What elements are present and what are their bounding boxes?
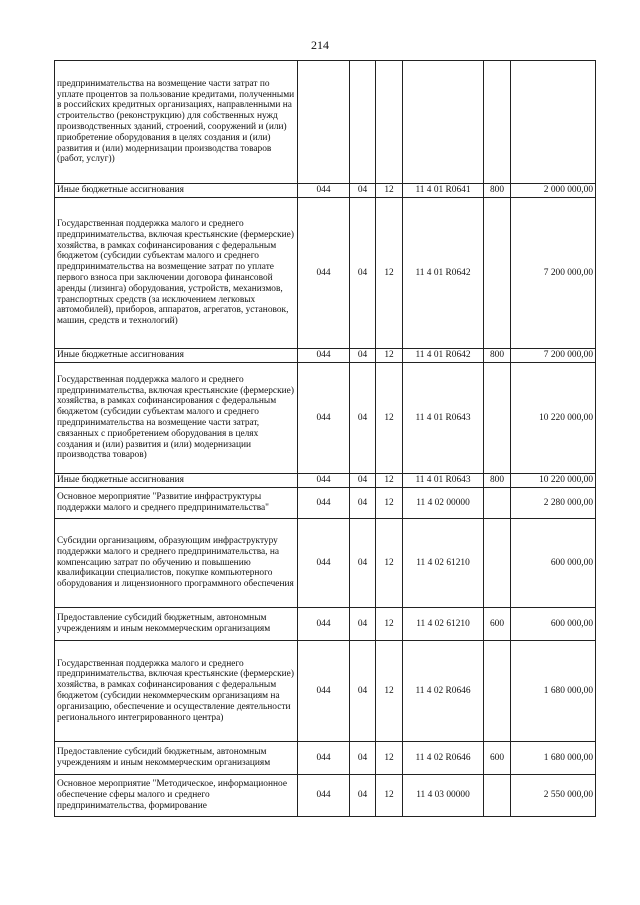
amount-value: 600 000,00 [511, 519, 596, 608]
section-code: 04 [350, 349, 376, 363]
amount-value: 10 220 000,00 [511, 363, 596, 474]
table-row [55, 349, 596, 363]
amount-value: 10 220 000,00 [511, 474, 596, 488]
target-article-code: 11 4 02 R0646 [403, 742, 484, 775]
expense-type-code: 600 [484, 608, 511, 641]
expense-type-code [484, 61, 511, 184]
ministry-code: 044 [298, 198, 350, 349]
subsection-code: 12 [376, 519, 403, 608]
row-name: Иные бюджетные ассигнования [55, 349, 298, 363]
amount-value: 2 280 000,00 [511, 488, 596, 519]
target-article-code: 11 4 02 R0646 [403, 641, 484, 742]
expense-type-code: 800 [484, 184, 511, 198]
subsection-code: 12 [376, 742, 403, 775]
row-name: Иные бюджетные ассигнования [55, 184, 298, 198]
ministry-code: 044 [298, 184, 350, 198]
page-number: 214 [311, 38, 329, 52]
target-article-code: 11 4 01 R0641 [403, 184, 484, 198]
expense-type-code [484, 488, 511, 519]
row-name: Государственная поддержка малого и среднего предпринимательства, включая крестьянские (фермерские) хозяйства, в рамках софинансирования с федеральным бюджетом (субсидии субъектам малого и среднего предпринимательства на возмещение затрат по уплате первого взноса при заключении договора финансовой аренды (лизинга) оборудования, устройств, механизмов, транспортных средств (за исключением легковых автомобилей), приборов, аппаратов, агрегатов, установок, машин, средств и технологий) [55, 198, 298, 349]
target-article-code: 11 4 01 R0642 [403, 198, 484, 349]
table-body [55, 61, 596, 817]
target-article-code: 11 4 02 61210 [403, 519, 484, 608]
amount-value [511, 61, 596, 184]
target-article-code: 11 4 02 61210 [403, 608, 484, 641]
subsection-code [376, 61, 403, 184]
section-code: 04 [350, 519, 376, 608]
table-row [55, 775, 596, 817]
ministry-code: 044 [298, 363, 350, 474]
expense-type-code [484, 775, 511, 817]
section-code: 04 [350, 608, 376, 641]
expense-type-code: 800 [484, 349, 511, 363]
expense-type-code: 800 [484, 474, 511, 488]
amount-value: 7 200 000,00 [511, 198, 596, 349]
table-row [55, 61, 596, 184]
target-article-code: 11 4 01 R0643 [403, 474, 484, 488]
table-row [55, 474, 596, 488]
amount-value: 1 680 000,00 [511, 742, 596, 775]
amount-value: 2 000 000,00 [511, 184, 596, 198]
row-name: Основное мероприятие "Развитие инфраструктуры поддержки малого и среднего предпринимательства" [55, 488, 298, 519]
row-name: Основное мероприятие "Методическое, информационное обеспечение сферы малого и среднего предпринимательства, формирование [55, 775, 298, 817]
amount-value: 2 550 000,00 [511, 775, 596, 817]
expense-type-code [484, 519, 511, 608]
row-name: Иные бюджетные ассигнования [55, 474, 298, 488]
section-code: 04 [350, 198, 376, 349]
expense-type-code [484, 641, 511, 742]
target-article-code: 11 4 01 R0643 [403, 363, 484, 474]
section-code: 04 [350, 488, 376, 519]
subsection-code: 12 [376, 608, 403, 641]
ministry-code: 044 [298, 349, 350, 363]
row-name: предпринимательства на возмещение части затрат по уплате процентов за пользование кредитами, полученными в российских кредитных организациях, направленными на строительство (реконструкцию) для собственных нужд производственных зданий, строений, сооружений и (или) приобретение оборудования в целях создания и (или) развития и (или) модернизации производства товаров (работ, услуг)) [55, 61, 298, 184]
ministry-code: 044 [298, 742, 350, 775]
section-code: 04 [350, 363, 376, 474]
target-article-code: 11 4 01 R0642 [403, 349, 484, 363]
row-name: Субсидии организациям, образующим инфраструктуру поддержки малого и среднего предпринимательства, на компенсацию затрат по обучению и повышению квалификации специалистов, покупке компьютерного оборудования и лицензионного программного обеспечения [55, 519, 298, 608]
table-row [55, 488, 596, 519]
section-code [350, 61, 376, 184]
subsection-code: 12 [376, 488, 403, 519]
amount-value: 1 680 000,00 [511, 641, 596, 742]
ministry-code: 044 [298, 641, 350, 742]
row-name: Государственная поддержка малого и среднего предпринимательства, включая крестьянские (фермерские) хозяйства, в рамках софинансирования с федеральным бюджетом (субсидии некоммерческим организациям на организацию, обеспечение и осуществление деятельности регионального интегрированного центра) [55, 641, 298, 742]
ministry-code: 044 [298, 775, 350, 817]
subsection-code: 12 [376, 474, 403, 488]
table-row [55, 608, 596, 641]
ministry-code: 044 [298, 474, 350, 488]
table-row [55, 519, 596, 608]
subsection-code: 12 [376, 349, 403, 363]
section-code: 04 [350, 775, 376, 817]
section-code: 04 [350, 742, 376, 775]
amount-value: 600 000,00 [511, 608, 596, 641]
section-code: 04 [350, 184, 376, 198]
row-name: Предоставление субсидий бюджетным, автономным учреждениям и иным некоммерческим организациям [55, 608, 298, 641]
ministry-code: 044 [298, 608, 350, 641]
ministry-code: 044 [298, 488, 350, 519]
budget-table [54, 60, 596, 817]
table-row [55, 198, 596, 349]
expense-type-code [484, 198, 511, 349]
expense-type-code: 600 [484, 742, 511, 775]
ministry-code [298, 61, 350, 184]
ministry-code: 044 [298, 519, 350, 608]
subsection-code: 12 [376, 641, 403, 742]
section-code: 04 [350, 641, 376, 742]
subsection-code: 12 [376, 198, 403, 349]
amount-value: 7 200 000,00 [511, 349, 596, 363]
row-name: Предоставление субсидий бюджетным, автономным учреждениям и иным некоммерческим организациям [55, 742, 298, 775]
row-name: Государственная поддержка малого и среднего предпринимательства, включая крестьянские (фермерские) хозяйства, в рамках софинансирования с федеральным бюджетом (субсидии субъектам малого и среднего предпринимательства на возмещение части затрат, связанных с приобретением оборудования в целях создания и (или) развития и (или) модернизации производства товаров) [55, 363, 298, 474]
expense-type-code [484, 363, 511, 474]
target-article-code: 11 4 03 00000 [403, 775, 484, 817]
table-row [55, 641, 596, 742]
table-row [55, 184, 596, 198]
subsection-code: 12 [376, 184, 403, 198]
table-row [55, 742, 596, 775]
section-code: 04 [350, 474, 376, 488]
target-article-code [403, 61, 484, 184]
subsection-code: 12 [376, 775, 403, 817]
target-article-code: 11 4 02 00000 [403, 488, 484, 519]
subsection-code: 12 [376, 363, 403, 474]
table-row [55, 363, 596, 474]
